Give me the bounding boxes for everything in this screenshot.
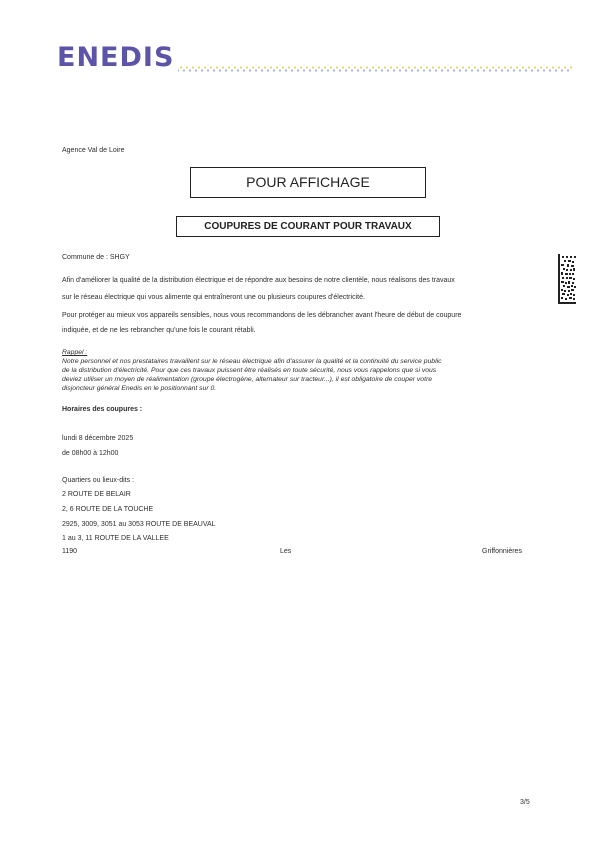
schedule-date: lundi 8 décembre 2025: [62, 435, 134, 442]
place-item: 2925, 3009, 3051 au 3053 ROUTE DE BEAUVAL: [62, 521, 216, 528]
reminder-line-2: de la distribution d'électricité. Pour que ces travaux puissent être réalisés en toute sécurité, nous vous rappelons que si vous: [62, 367, 437, 374]
subtitle-text: COUPURES DE COURANT POUR TRAVAUX: [204, 221, 412, 232]
schedule-time: de 08h00 à 12h00: [62, 450, 119, 457]
title-box: [190, 167, 426, 198]
protect-line-1: Pour protéger au mieux vos appareils sensibles, nous vous recommandons de les débrancher avant l'heure de début de coupure: [62, 312, 462, 319]
place-last-number: 1190: [62, 548, 78, 555]
reminder-line-4: disjoncteur général Enedis en le positionnant sur 0.: [62, 385, 217, 392]
reminder-line-3: deviez utiliser un moyen de réalimentation (groupe électrogène, alternateur sur tracteur...), il est obligatoire de couper votre: [62, 376, 432, 383]
place-last-right: Griffonnières: [482, 548, 522, 555]
places-heading: Quartiers ou lieux-dits :: [62, 477, 134, 484]
page-number: 3/5: [520, 799, 530, 806]
reminder-line-1: Notre personnel et nos prestataires travaillent sur le réseau électrique afin d'assurer la qualité et la continuité du service public: [62, 358, 442, 365]
place-item: 2, 6 ROUTE DE LA TOUCHE: [62, 506, 154, 513]
intro-line-1: Afin d'améliorer la qualité de la distribution électrique et de répondre aux besoins de notre clientèle, nous réalisons des travaux: [62, 277, 455, 284]
reminder-block: [62, 348, 540, 393]
header-dotted-rule-secondary: [178, 69, 573, 72]
datamatrix-code-icon: [558, 254, 576, 304]
protect-line-2: indiquée, et de ne les rebrancher qu'une fois le courant rétabli.: [62, 327, 256, 334]
enedis-logo: ENEDIS: [57, 42, 175, 73]
reminder-title: Rappel :: [62, 349, 88, 356]
intro-line-2: sur le réseau électrique qui vous alimente qui entraîneront une ou plusieurs coupures d'électricité.: [62, 294, 365, 301]
intro-paragraph: [62, 275, 540, 304]
schedule-heading: Horaires des coupures :: [62, 406, 143, 413]
place-item: 1 au 3, 11 ROUTE DE LA VALLEE: [62, 535, 169, 542]
title-text: POUR AFFICHAGE: [246, 174, 370, 190]
commune-line: Commune de : SHGY: [62, 254, 130, 261]
protect-paragraph: [62, 310, 540, 337]
agency-name: Agence Val de Loire: [62, 147, 125, 154]
subtitle-box: [176, 216, 440, 237]
place-last-middle: Les: [280, 548, 292, 555]
place-item: 2 ROUTE DE BELAIR: [62, 491, 131, 498]
